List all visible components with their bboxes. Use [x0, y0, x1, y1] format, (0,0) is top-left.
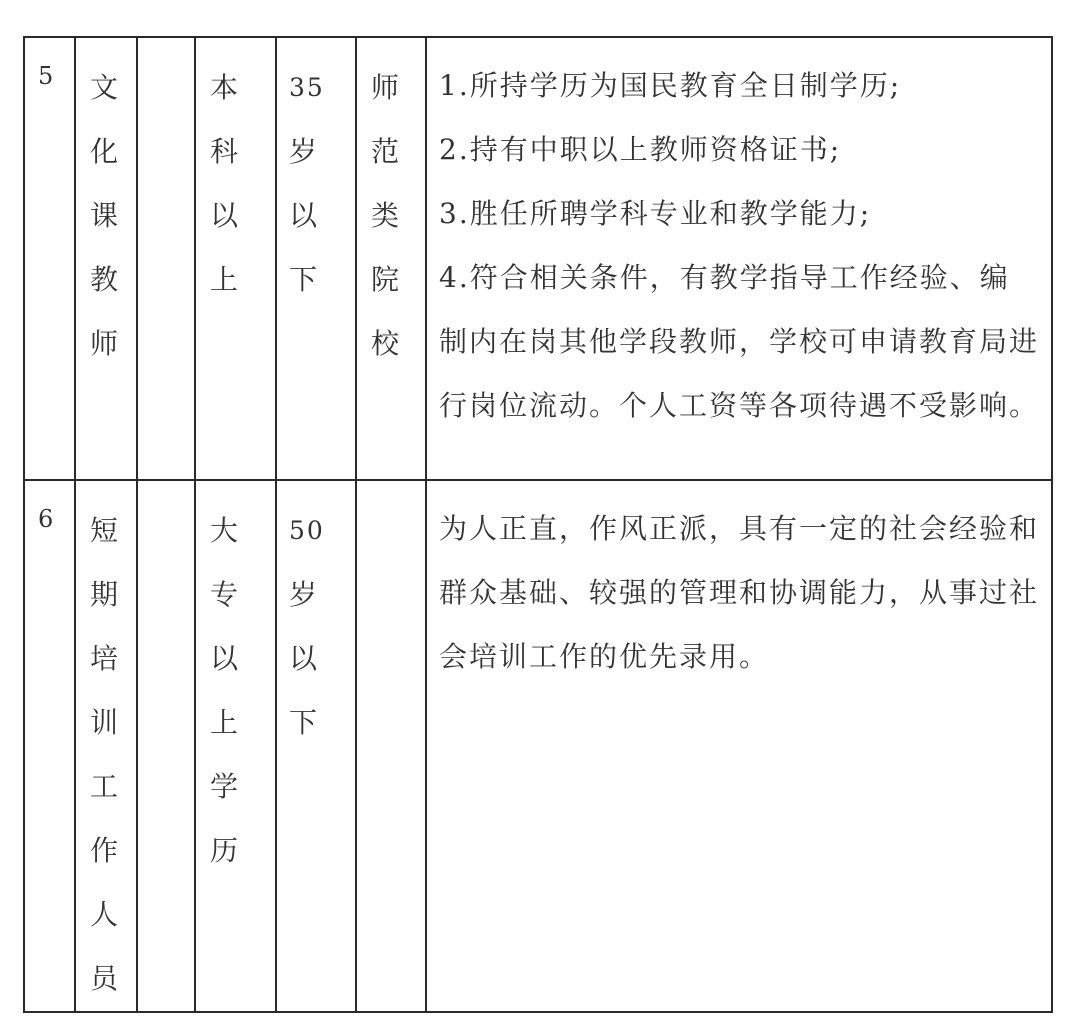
requirement-item: 4.符合相关条件，有教学指导工作经验、编制内在岗其他学段教师，学校可申请教育局进行岗位流动。个人工资等各项待遇不受影响。 — [439, 261, 1040, 422]
cell-number — [24, 37, 75, 480]
cell-age — [276, 480, 356, 1012]
age-requirement — [277, 481, 355, 755]
cell-education — [195, 37, 276, 480]
recruitment-table-page — [23, 36, 1051, 995]
requirement-item: 为人正直，作风正派，具有一定的社会经验和群众基础、较强的管理和协调能力，从事过社会培训工作的优先录用。 — [439, 512, 1040, 673]
education-requirement: 大专以上学历 — [210, 514, 239, 867]
cell-age — [276, 37, 356, 480]
requirements-text — [427, 38, 1051, 438]
cell-requirements — [426, 37, 1052, 480]
major-requirement — [357, 481, 405, 499]
requirements-text — [427, 481, 1051, 689]
age-suffix: 岁以下 — [289, 135, 318, 296]
age-requirement — [277, 38, 355, 312]
cell-education — [195, 480, 276, 1012]
position-title: 文化课教师 — [90, 71, 119, 360]
age-number: 35 — [289, 73, 325, 102]
cell-position — [75, 37, 137, 480]
requirement-item: 2.持有中职以上教师资格证书; — [439, 133, 842, 166]
recruitment-table — [23, 36, 1053, 1013]
blank-value — [138, 481, 186, 499]
position-title: 短期培训工作人员 — [90, 514, 119, 995]
cell-number — [24, 480, 75, 1012]
cell-requirements — [426, 480, 1052, 1012]
cell-blank — [137, 37, 195, 480]
requirement-item: 1.所持学历为国民教育全日制学历; — [439, 69, 902, 102]
major-requirement: 师范类院校 — [371, 71, 400, 360]
requirement-item: 3.胜任所聘学科专业和教学能力; — [439, 197, 872, 230]
cell-position — [75, 480, 137, 1012]
blank-value — [138, 38, 186, 56]
age-suffix: 岁以下 — [289, 578, 318, 739]
table-row — [24, 37, 1052, 480]
education-requirement: 本科以上 — [210, 71, 239, 296]
cell-blank — [137, 480, 195, 1012]
row-number: 6 — [38, 505, 54, 533]
age-number: 50 — [289, 516, 325, 545]
cell-major — [356, 37, 426, 480]
cell-major — [356, 480, 426, 1012]
table-row — [24, 480, 1052, 1012]
row-number: 5 — [38, 62, 54, 90]
